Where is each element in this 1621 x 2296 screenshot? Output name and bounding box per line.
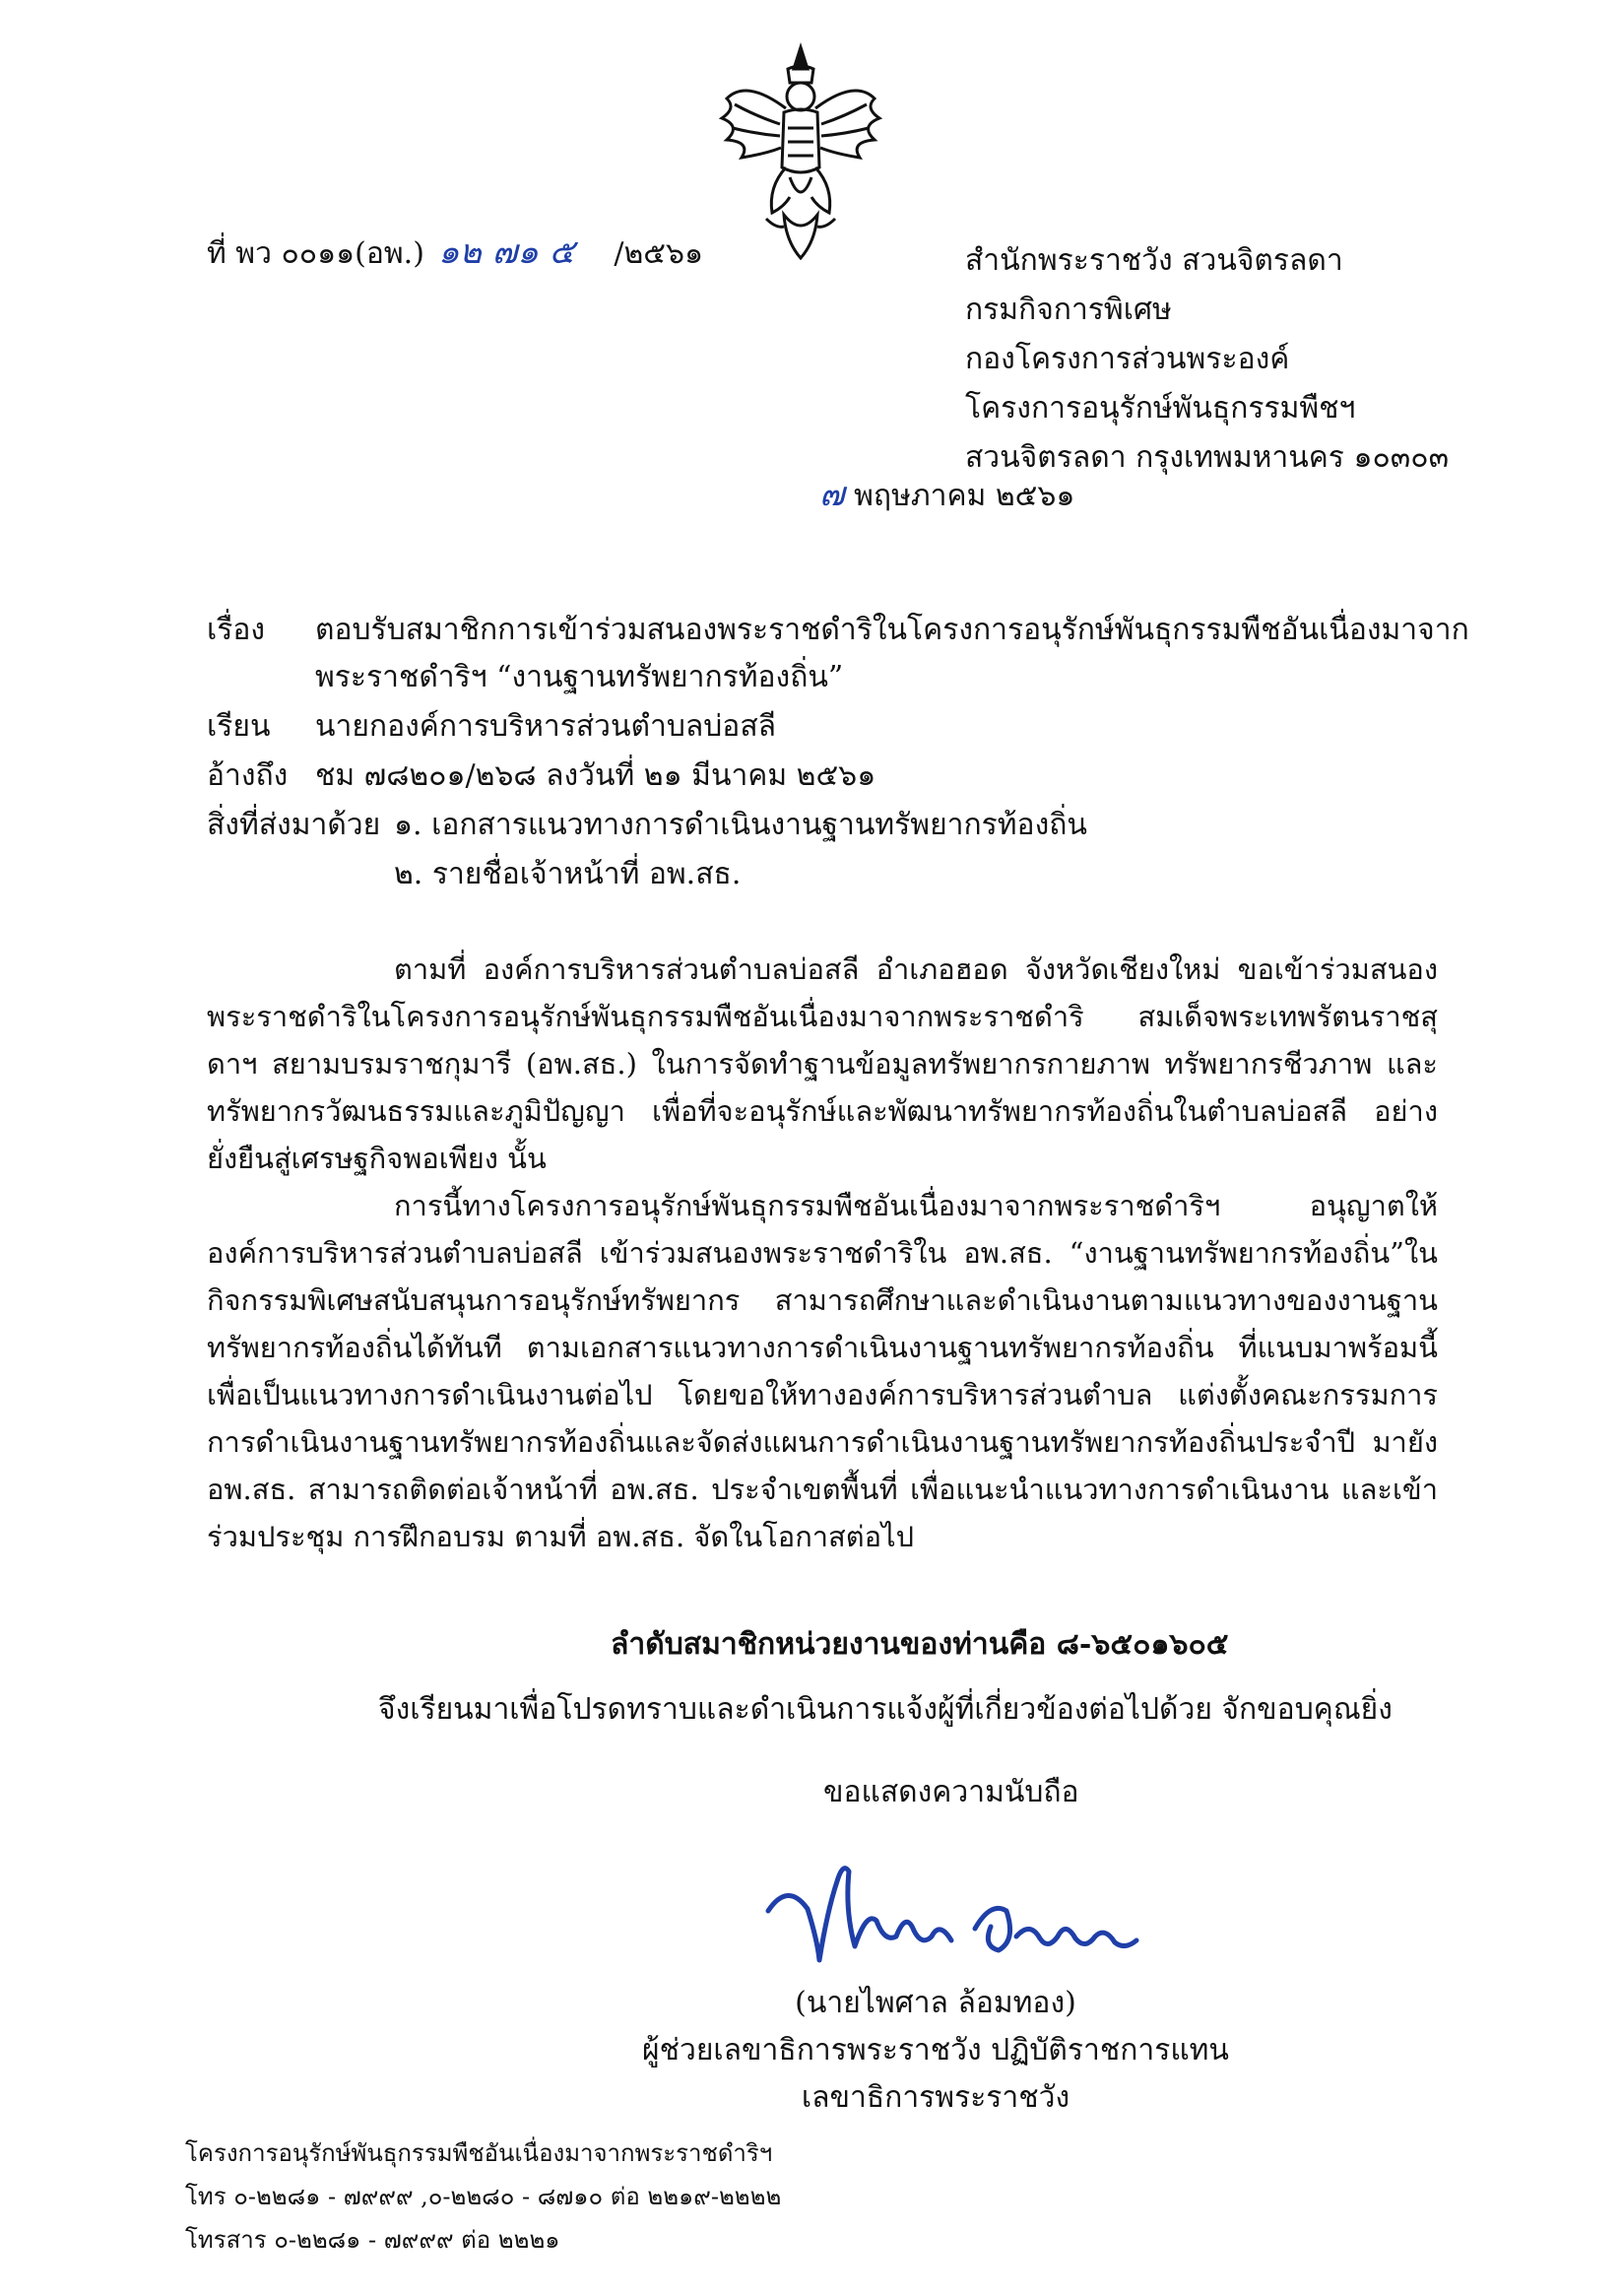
- addressee-value: นายกองค์การบริหารส่วนตำบลบ่อสลี: [315, 709, 777, 744]
- membership-number: ลำดับสมาชิกหน่วยงานของท่านคือ ๘-๖๕๐๑๖๐๕: [611, 1627, 1229, 1662]
- garuda-emblem-icon: [707, 39, 894, 266]
- body-paragraph-2: การนี้ทางโครงการอนุรักษ์พันธุกรรมพืชอันเนื่องมาจากพระราชดำริฯ อนุญาตให้องค์การบริหารส่วนตำบลบ่อสลี เข้าร่วมสนองพระราชดำริใน อพ.สธ. “งานฐานทรัพยากรท้องถิ่น”ในกิจกรรมพิเศษสนับสนุนการอนุรักษ์ทรัพยากร สามารถศึกษาและดำเนินงานตามแนวทางของงานฐานทรัพยากรท้องถิ่นได้ทันที ตามเอกสารแนวทางการดำเนินงานฐานทรัพยากรท้องถิ่น ที่แนบมาพร้อมนี้ เพื่อเป็นแนวทางการดำเนินงานต่อไป โดยขอให้ทางองค์การบริหารส่วนตำบล แต่งตั้งคณะกรรมการการดำเนินงานฐานทรัพยากรท้องถิ่นและจัดส่งแผนการดำเนินงานฐานทรัพยากรท้องถิ่นประจำปี มายัง อพ.สธ. สามารถติดต่อเจ้าหน้าที่ อพ.สธ. ประจำเขตพื้นที่ เพื่อแนะนำแนวทางการดำเนินงาน และเข้าร่วมประชุม การฝึกอบรม ตามที่ อพ.สธ. จัดในโอกาสต่อไป: [207, 1189, 1438, 1553]
- date-month-year: พฤษภาคม ๒๕๖๑: [854, 479, 1075, 513]
- signer-title: ผู้ช่วยเลขาธิการพระราชวัง ปฏิบัติราชการแทน: [642, 2033, 1229, 2067]
- signer-title-2: เลขาธิการพระราชวัง: [801, 2080, 1070, 2115]
- addressee-label: เรียน: [207, 709, 271, 744]
- subject-line-2: พระราชดำริฯ “งานฐานทรัพยากรท้องถิ่น”: [315, 660, 844, 694]
- letter-date: [819, 475, 1074, 516]
- subject-label: เรื่อง: [207, 613, 266, 647]
- address-line: สวนจิตรลดา กรุงเทพมหานคร ๑๐๓๐๓: [965, 440, 1450, 475]
- footer-organization: โครงการอนุรักษ์พันธุกรรมพืชอันเนื่องมาจากพระราชดำริฯ: [185, 2139, 773, 2167]
- address-line: สำนักพระราชวัง สวนจิตรลดา: [965, 243, 1343, 278]
- reference-year: /๒๕๖๑: [614, 236, 704, 271]
- regards: ขอแสดงความนับถือ: [823, 1775, 1079, 1809]
- reference-number: [207, 232, 703, 274]
- footer-telephone: โทร ๐-๒๒๘๑ - ๗๙๙๙ ,๐-๒๒๘๐ - ๘๗๑๐ ต่อ ๒๒๑๙-๒๒๒๒: [185, 2183, 782, 2210]
- enclosure-item: ๑. เอกสารแนวทางการดำเนินงานฐานทรัพยากรท้องถิ่น: [394, 808, 1087, 842]
- body-paragraph-1: ตามที่ องค์การบริหารส่วนตำบลบ่อสลี อำเภอฮอด จังหวัดเชียงใหม่ ขอเข้าร่วมสนองพระราชดำริในโครงการอนุรักษ์พันธุกรรมพืชอันเนื่องมาจากพระราชดำริ สมเด็จพระเทพรัตนราชสุดาฯ สยามบรมราชกุมารี (อพ.สธ.) ในการจัดทำฐานข้อมูลทรัพยากรกายภาพ ทรัพยากรชีวภาพ และทรัพยากรวัฒนธรรมและภูมิปัญญา เพื่อที่จะอนุรักษ์และพัฒนาทรัพยากรท้องถิ่นในตำบลบ่อสลี อย่างยั่งยืนสู่เศรษฐกิจพอเพียง นั้น: [207, 952, 1438, 1175]
- reference-handwritten: ๑๒ ๗๑ ๕: [437, 232, 575, 272]
- address-line: กรมกิจการพิเศษ: [965, 293, 1172, 327]
- footer-fax: โทรสาร ๐-๒๒๘๑ - ๗๙๙๙ ต่อ ๒๒๒๑: [185, 2226, 560, 2254]
- address-line: กองโครงการส่วนพระองค์: [965, 342, 1290, 376]
- subject-line-1: ตอบรับสมาชิกการเข้าร่วมสนองพระราชดำริในโครงการอนุรักษ์พันธุกรรมพืชอันเนื่องมาจาก: [315, 613, 1469, 647]
- closing-sentence: จึงเรียนมาเพื่อโปรดทราบและดำเนินการแจ้งผู้ที่เกี่ยวข้องต่อไปด้วย จักขอบคุณยิ่ง: [378, 1692, 1393, 1727]
- enclosure-label: สิ่งที่ส่งมาด้วย: [207, 808, 381, 842]
- signer-name: (นายไพศาล ล้อมทอง): [795, 1986, 1076, 2020]
- handwritten-signature: [758, 1852, 1142, 1980]
- reference-prefix: ที่ พว ๐๐๑๑(อพ.): [207, 236, 424, 271]
- sender-address: [965, 236, 1449, 483]
- address-line: โครงการอนุรักษ์พันธุกรรมพืชฯ: [965, 391, 1356, 426]
- enclosure-item: ๒. รายชื่อเจ้าหน้าที่ อพ.สธ.: [394, 857, 742, 891]
- reference-value: ชม ๗๘๒๐๑/๒๖๘ ลงวันที่ ๒๑ มีนาคม ๒๕๖๑: [315, 758, 876, 793]
- reference-label: อ้างถึง: [207, 758, 289, 793]
- date-day-handwritten: ๗: [819, 475, 845, 514]
